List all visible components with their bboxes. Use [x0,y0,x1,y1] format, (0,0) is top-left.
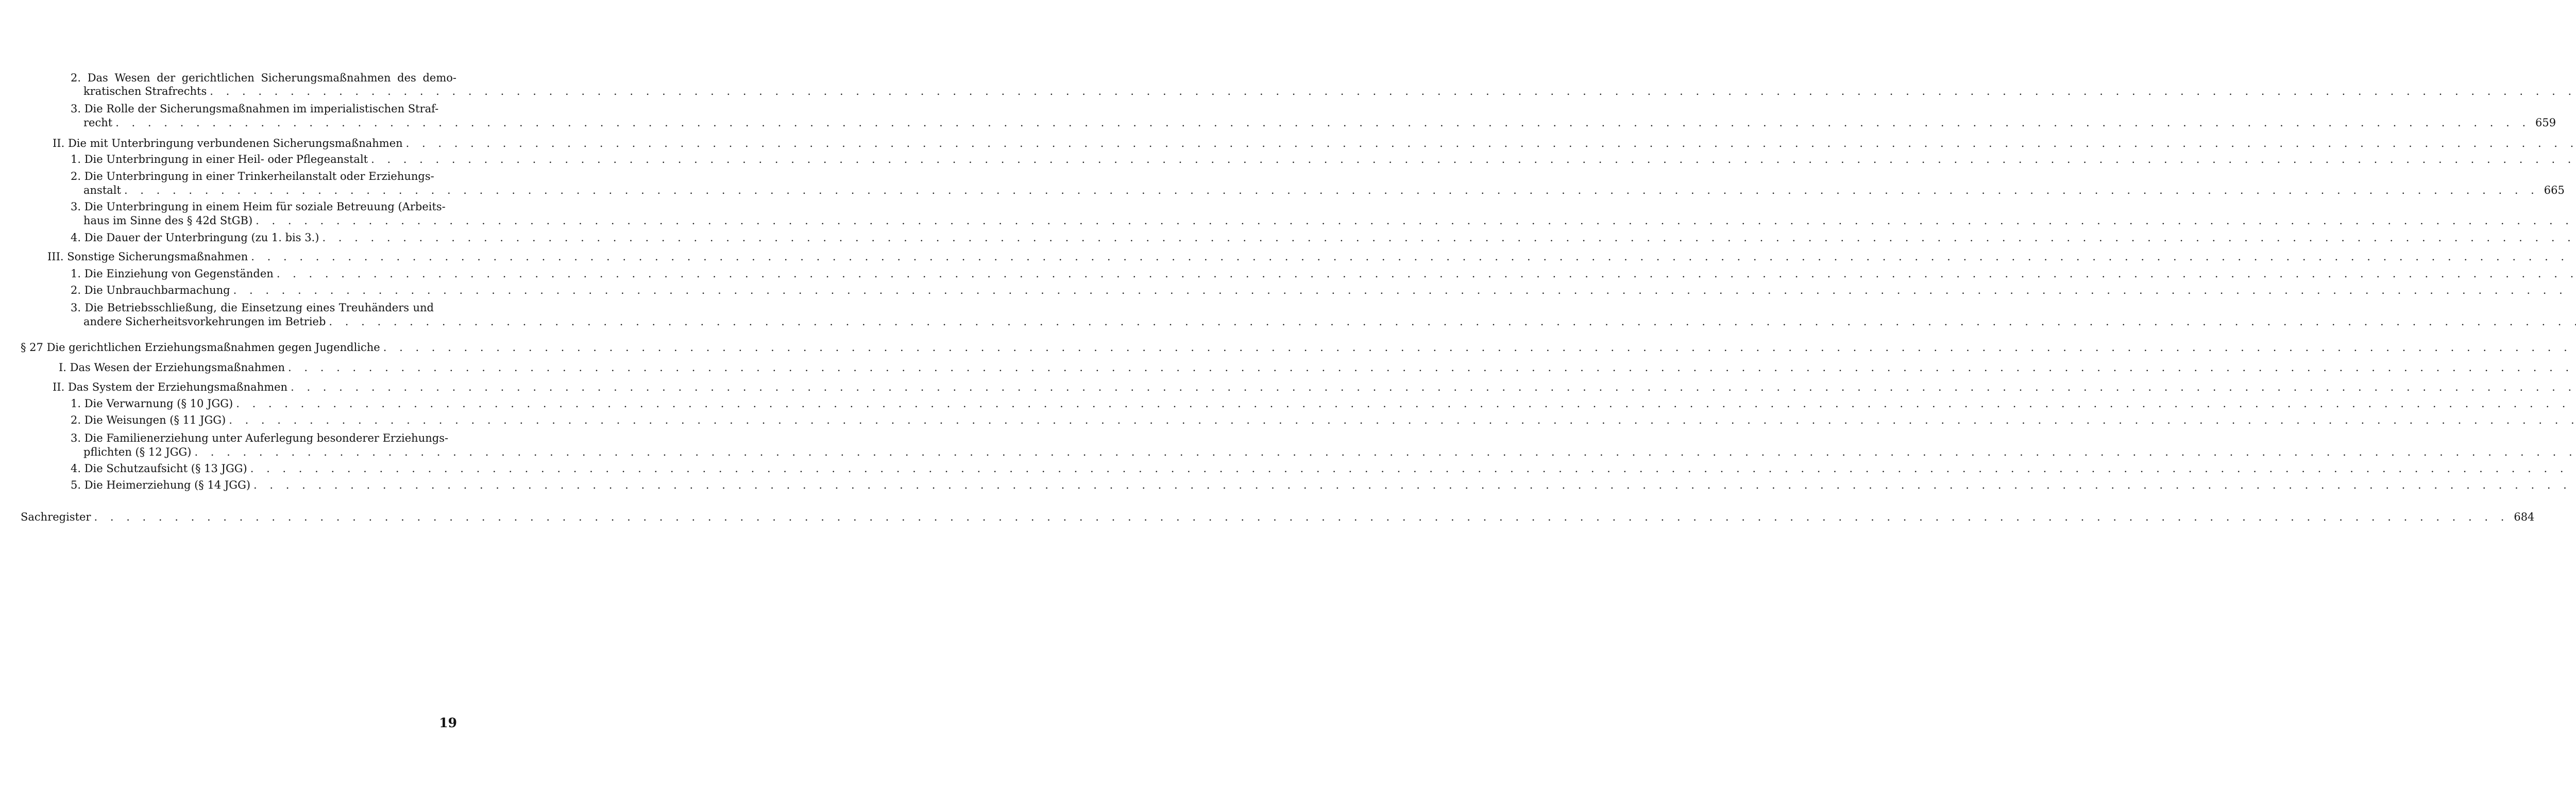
toc-entry-line [71,101,439,116]
toc-entry-line [71,266,456,281]
folio-page-number: 19 [439,715,457,730]
toc-entry-text: Sachregister [21,511,91,523]
toc-entry-text: 3. Die Betriebsschließung, die Einsetzung eines Treuhänders und [71,302,434,314]
toc-entry-text: 2. Die Unbrauchbarmachung [71,284,230,296]
toc-entry-text: 2. Das Wesen der gerichtlichen Sicherungsmaßnahmen des demo- [71,72,456,84]
dot-leader [277,266,2576,281]
toc-entry-line [83,83,456,99]
toc-entry-text: 5. Die Heimerziehung (§ 14 JGG) [71,479,251,491]
toc-entry-line [83,314,456,329]
toc-entry-text: 1. Die Unterbringung in einer Heil- oder Pflegeanstalt [71,153,368,165]
dot-leader [329,314,2576,329]
toc-entry-line [71,169,434,184]
toc-entry-line [83,444,456,460]
toc-entry-line [21,509,2535,525]
toc-entry-text: 3. Die Unterbringung in einem Heim für soziale Betreuung (Arbeits- [71,200,446,213]
toc-entry-text: 2. Die Unterbringung in einer Trinkerheilanstalt oder Erziehungs- [71,170,434,182]
toc-entry-line [21,340,456,355]
toc-entry-line [71,396,456,411]
dot-leader [194,444,2576,460]
dot-leader [371,152,2576,167]
toc-entry-line [83,115,2556,130]
toc-entry-line [71,477,456,493]
toc-entry-text: 4. Die Schutzaufsicht (§ 13 JGG) [71,462,247,475]
dot-leader [210,83,2576,99]
toc-entry-line [47,249,456,264]
dot-leader [124,182,2539,198]
toc-entry-text: 4. Die Dauer der Unterbringung (zu 1. bis 3.) [71,231,319,244]
toc-entry-line [53,379,456,395]
toc-entry-text: haus im Sinne des § 42d StGB) [83,214,253,227]
dot-leader [383,340,2576,355]
toc-entry-text: 1. Die Verwarnung (§ 10 JGG) [71,397,233,410]
dot-leader [256,213,2576,228]
toc-entry-line [71,152,456,167]
dot-leader [115,115,2530,130]
toc-entry-text: pflichten (§ 12 JGG) [83,446,192,458]
page-number: 665 [2544,184,2565,196]
toc-entry-text: II. Das System der Erziehungsmaßnahmen [53,381,288,393]
dot-leader [236,396,2576,411]
toc-entry-text: kratischen Strafrechts [83,85,207,97]
toc-entry-text: 3. Die Rolle der Sicherungsmaßnahmen im imperialistischen Straf- [71,103,439,115]
page-number: 659 [2535,116,2556,129]
toc-entry-text: II. Die mit Unterbringung verbundenen Sicherungsmaßnahmen [53,137,403,149]
page-number: 684 [2514,511,2535,523]
toc-entry-line [83,182,2565,198]
dot-leader [233,282,2576,298]
dot-leader [250,461,2576,476]
toc-entry-line [71,230,456,245]
dot-leader [94,509,2509,525]
toc-entry-text: recht [83,116,113,129]
toc-entry-line [71,282,456,298]
dot-leader [288,360,2576,375]
dot-leader [253,477,2576,493]
toc-entry-text: andere Sicherheitsvorkehrungen im Betrieb [83,315,326,328]
dot-leader [251,249,2576,264]
dot-leader [291,379,2576,395]
toc-entry-line [71,412,456,428]
toc-entry-line [71,461,456,476]
toc-entry-text: anstalt [83,184,121,196]
toc-entry-text: III. Sonstige Sicherungsmaßnahmen [47,250,248,263]
toc-entry-text: 2. Die Weisungen (§ 11 JGG) [71,414,226,426]
dot-leader [406,136,2576,151]
toc-entry-line [53,136,456,151]
toc-entry-text: I. Das Wesen der Erziehungsmaßnahmen [59,361,285,374]
toc-entry-text: 1. Die Einziehung von Gegenständen [71,267,274,280]
toc-entry-line [71,300,434,315]
toc-entry-text: § 27 Die gerichtlichen Erziehungsmaßnahmen gegen Jugendliche [21,341,380,354]
toc-entry-line [71,430,449,446]
dot-leader [229,412,2576,428]
toc-entry-line [59,360,456,375]
toc-entry-line [83,213,456,228]
toc-entry-text: 3. Die Familienerziehung unter Auferlegung besonderer Erziehungs- [71,432,449,444]
dot-leader [322,230,2576,245]
toc-entry-line [71,199,446,214]
